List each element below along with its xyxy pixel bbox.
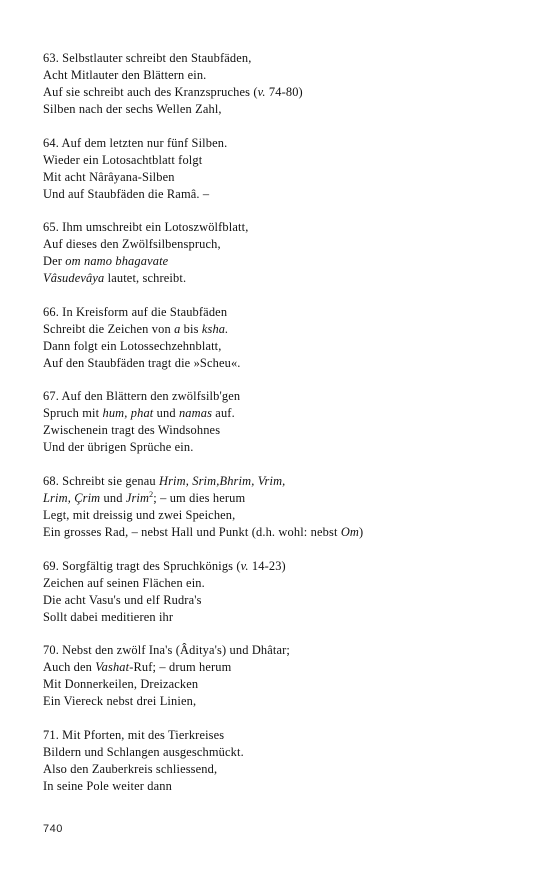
text-segment: Auch den bbox=[43, 660, 96, 675]
text-segment: 66. In Kreisform auf die Staubfäden bbox=[43, 304, 228, 319]
verse-line bbox=[43, 186, 523, 203]
text-segment: und bbox=[153, 406, 179, 421]
italic-term: om namo bhagavate bbox=[65, 254, 169, 269]
text-segment: ; – um dies herum bbox=[153, 490, 246, 505]
verse-line bbox=[43, 321, 523, 338]
verse-line bbox=[43, 575, 523, 592]
verse-line bbox=[43, 169, 523, 186]
verse-line bbox=[43, 473, 523, 490]
italic-term: Vashat bbox=[95, 660, 130, 675]
text-segment: Der bbox=[43, 254, 66, 269]
text-segment: Acht Mitlauter den Blättern ein. bbox=[43, 68, 207, 82]
verse-line bbox=[43, 558, 523, 575]
stanza-64 bbox=[43, 135, 523, 203]
stanza-66 bbox=[43, 304, 523, 372]
italic-term: v. bbox=[257, 85, 266, 99]
text-segment: auf. bbox=[212, 406, 235, 421]
verse-line bbox=[43, 609, 523, 626]
verse-line bbox=[43, 67, 523, 84]
italic-term: a bbox=[174, 321, 181, 336]
footnote-marker: 2 bbox=[149, 489, 154, 499]
verse-line bbox=[43, 642, 523, 659]
text-segment: -Ruf; – drum herum bbox=[129, 660, 232, 675]
italic-term: namas bbox=[178, 406, 213, 421]
stanza-69 bbox=[43, 558, 523, 626]
verse-text-body bbox=[43, 50, 523, 811]
verse-line bbox=[43, 50, 523, 67]
verse-line bbox=[43, 270, 523, 287]
italic-term: Lrim, Çrim bbox=[43, 490, 101, 505]
verse-line bbox=[43, 219, 523, 236]
page-number: 740 bbox=[43, 823, 63, 835]
stanza-63 bbox=[43, 50, 523, 118]
text-segment: Silben nach der sechs Wellen Zahl, bbox=[43, 102, 222, 116]
text-segment: Auf dieses den Zwölfsilbenspruch, bbox=[43, 237, 221, 252]
text-segment: Und der übrigen Sprüche ein. bbox=[43, 440, 194, 455]
text-segment: Wieder ein Lotosachtblatt folgt bbox=[43, 152, 203, 167]
text-segment: Und auf Staubfäden die Ramâ. – bbox=[43, 186, 210, 201]
verse-line bbox=[43, 524, 523, 541]
verse-line bbox=[43, 355, 523, 372]
text-segment: 68. Schreibt sie genau bbox=[43, 473, 159, 488]
text-segment: 69. Sorgfältig tragt des Spruchkönigs ( bbox=[43, 558, 241, 573]
verse-line bbox=[43, 253, 523, 270]
italic-term: Hrim, Srim,Bhrim, Vrim, bbox=[158, 473, 286, 488]
text-segment: ) bbox=[359, 524, 364, 539]
verse-line bbox=[43, 338, 523, 355]
verse-line bbox=[43, 676, 523, 693]
text-segment: lautet, schreibt. bbox=[104, 271, 187, 286]
verse-line bbox=[43, 507, 523, 524]
verse-line bbox=[43, 236, 523, 253]
text-segment: Auf sie schreibt auch des Kranzspruches ( bbox=[43, 85, 258, 99]
text-segment: Mit Donnerkeilen, Dreizacken bbox=[43, 677, 199, 692]
text-segment: In seine Pole weiter dann bbox=[43, 778, 172, 793]
text-segment: Ein grosses Rad, – nebst Hall und Punkt (d.h. wohl: nebst bbox=[43, 524, 341, 539]
text-segment: Die acht Vasu's und elf Rudra's bbox=[43, 592, 202, 607]
verse-line bbox=[43, 439, 523, 456]
text-segment: Ein Viereck nebst drei Linien, bbox=[43, 694, 197, 709]
text-segment: Zeichen auf seinen Flächen ein. bbox=[43, 575, 205, 590]
italic-term: ksha. bbox=[201, 321, 229, 336]
stanza-71 bbox=[43, 727, 523, 795]
stanza-70 bbox=[43, 642, 523, 710]
text-segment: 70. Nebst den zwölf Ina's (Âditya's) und Dhâtar; bbox=[43, 643, 291, 658]
text-segment: 14-23) bbox=[248, 558, 286, 573]
text-segment: Zwischenein tragt des Windsohnes bbox=[43, 423, 221, 438]
stanza-68 bbox=[43, 473, 523, 541]
verse-line bbox=[43, 304, 523, 321]
italic-term: v. bbox=[240, 558, 249, 573]
text-segment: Auf den Staubfäden tragt die »Scheu«. bbox=[43, 355, 241, 370]
verse-line bbox=[43, 422, 523, 439]
text-segment: 71. Mit Pforten, mit des Tierkreises bbox=[43, 727, 225, 742]
verse-line bbox=[43, 727, 523, 744]
italic-term: Jrim bbox=[125, 490, 150, 505]
italic-term: Om bbox=[340, 524, 360, 539]
text-segment: Legt, mit dreissig und zwei Speichen, bbox=[43, 507, 236, 522]
text-segment: 63. Selbstlauter schreibt den Staubfäden, bbox=[43, 51, 252, 65]
verse-line bbox=[43, 778, 523, 795]
italic-term: hum, phat bbox=[102, 406, 154, 421]
text-segment: Mit acht Nârâyana-Silben bbox=[43, 169, 175, 184]
text-segment: Bildern und Schlangen ausgeschmückt. bbox=[43, 744, 244, 759]
text-segment: 67. Auf den Blättern den zwölfsilb'gen bbox=[43, 389, 241, 404]
text-segment: Also den Zauberkreis schliessend, bbox=[43, 761, 218, 776]
stanza-65 bbox=[43, 219, 523, 287]
verse-line bbox=[43, 388, 523, 405]
text-segment: Dann folgt ein Lotossechzehnblatt, bbox=[43, 338, 222, 353]
text-segment: Schreibt die Zeichen von bbox=[43, 321, 175, 336]
verse-line bbox=[43, 135, 523, 152]
verse-line bbox=[43, 744, 523, 761]
stanza-67 bbox=[43, 388, 523, 456]
verse-line bbox=[43, 761, 523, 778]
verse-line bbox=[43, 101, 523, 118]
text-segment: 74-80) bbox=[265, 85, 303, 99]
verse-line bbox=[43, 152, 523, 169]
verse-line bbox=[43, 592, 523, 609]
verse-line bbox=[43, 490, 523, 507]
verse-line bbox=[43, 405, 523, 422]
verse-line bbox=[43, 659, 523, 676]
text-segment: bis bbox=[180, 321, 202, 336]
text-segment: Spruch mit bbox=[43, 406, 103, 421]
text-segment: 65. Ihm umschreibt ein Lotoszwölfblatt, bbox=[43, 220, 249, 235]
verse-line bbox=[43, 84, 523, 101]
text-segment: und bbox=[100, 490, 126, 505]
italic-term: Vâsudevâya bbox=[43, 271, 105, 286]
verse-line bbox=[43, 693, 523, 710]
text-segment: 64. Auf dem letzten nur fünf Silben. bbox=[43, 135, 228, 150]
text-segment: Sollt dabei meditieren ihr bbox=[43, 609, 174, 624]
